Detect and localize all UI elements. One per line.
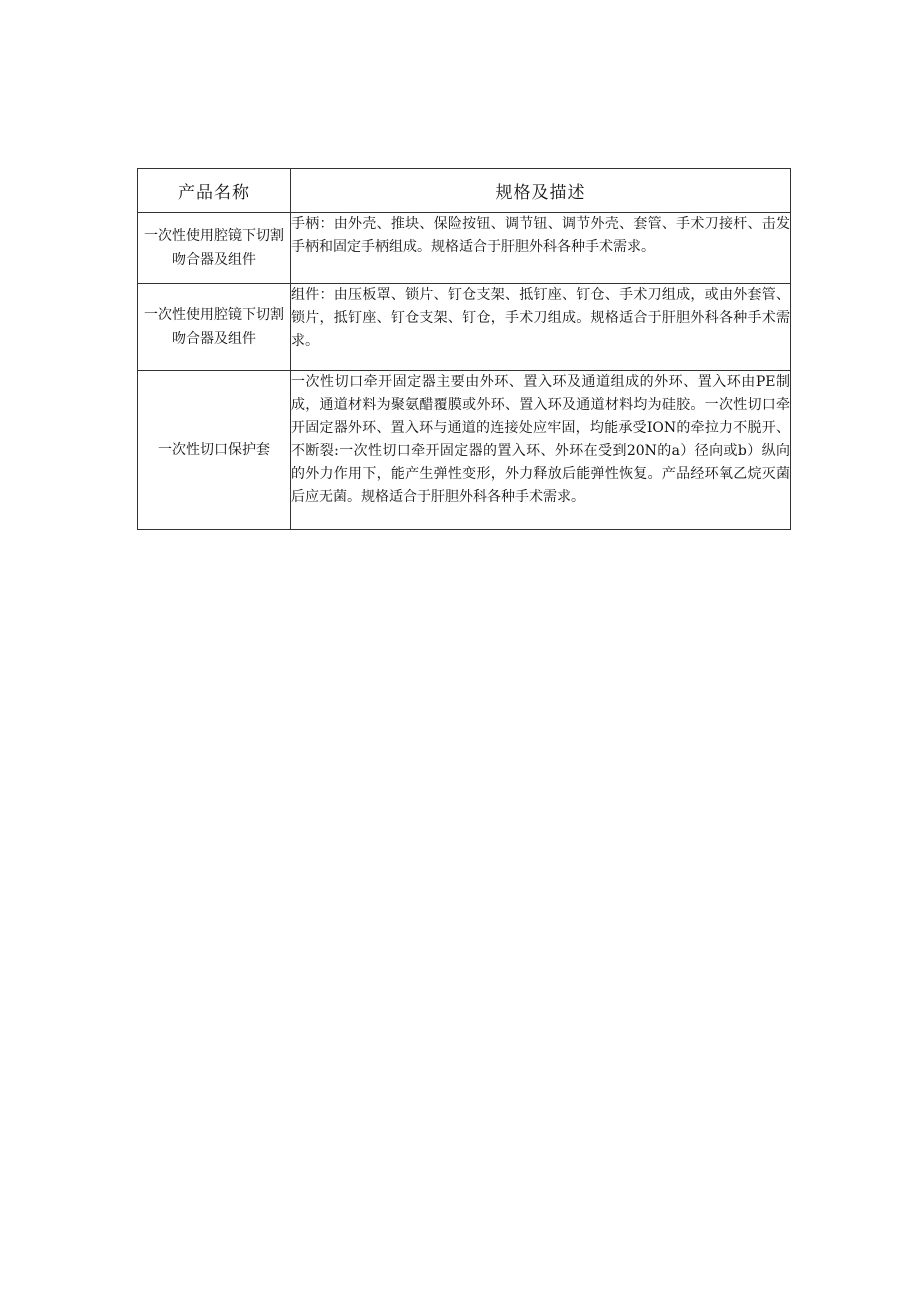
product-description-cell: 一次性切口牵开固定器主要由外环、置入环及通道组成的外环、置入环由PE制成，通道材料为聚氨醋覆膜或外环、置入环及通道材料均为硅胶。一次性切口牵开固定器外环、置入环与通道的连接处应牢固，均能承受ION的牵拉力不脱开、不断裂:一次性切口牵开固定器的置入环、外环在受到20N的a）径向或b）纵向的外力作用下，能产生弹性变形，外力释放后能弹性恢复。产品经环氧乙烷灭菌后应无菌。规格适合于肝胆外科各种手术需求。 <box>291 371 791 530</box>
header-product-name: 产品名称 <box>138 169 291 213</box>
header-spec-description: 规格及描述 <box>291 169 791 213</box>
product-name-cell: 一次性使用腔镜下切割吻合器及组件 <box>138 284 291 371</box>
product-spec-table <box>137 168 791 530</box>
product-name-cell: 一次性使用腔镜下切割吻合器及组件 <box>138 213 291 284</box>
table-row <box>138 284 791 371</box>
table-row <box>138 371 791 530</box>
product-description-cell: 组件：由压板罩、锁片、钉仓支架、抵钉座、钉仓、手术刀组成，或由外套管、锁片，抵钉座、钉仓支架、钉仓，手术刀组成。规格适合于肝胆外科各种手术需求。 <box>291 284 791 371</box>
product-description-cell: 手柄：由外壳、推块、保险按钮、调节钮、调节外壳、套管、手术刀接杆、击发手柄和固定手柄组成。规格适合于肝胆外科各种手术需求。 <box>291 213 791 284</box>
table-header-row <box>138 169 791 213</box>
table-row <box>138 213 791 284</box>
product-name-cell: 一次性切口保护套 <box>138 371 291 530</box>
